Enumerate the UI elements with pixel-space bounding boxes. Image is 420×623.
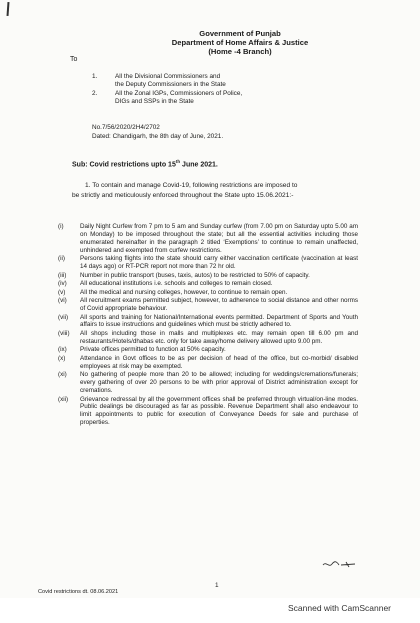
addressee-number: 1. <box>92 73 98 80</box>
list-item: (x) Attendance in Govt offices to be as per decision of head of the office, but co-morbid/ disabled employees at risk may be exempted. <box>58 354 358 370</box>
branch-heading: (Home -4 Branch) <box>208 47 272 56</box>
list-item: (v) All the medical and nursing colleges, however, to continue to remain open. <box>58 288 288 296</box>
addressee-line: All the Zonal IGPs, Commissioners of Police, <box>115 90 243 97</box>
restrictions-list <box>58 223 358 428</box>
list-item: (ix) Private offices permitted to function at 50% capacity. <box>58 346 226 354</box>
file-footer: Covid restrictions dt. 08.06.2021 <box>38 589 119 595</box>
dated-line: Dated: Chandigarh, the 8th day of June, 2021. <box>92 133 224 140</box>
department-heading: Department of Home Affairs & Justice <box>171 38 309 47</box>
list-item: (i) Daily Night Curfew from 7 pm to 5 am and Sunday curfew (from 7.00 pm on Saturday upto 5.00 am on Monday) to be imposed throughout the state; but all the essential activities including those enumerated hereinafter in the paragraph 2 titled ‘Exemptions’ to continue to remain unaffected, unhindered and exempted from curfew restrictions. <box>58 223 358 254</box>
addressee-number: 2. <box>92 90 98 97</box>
list-item: (viii) All shops including those in malls and multiplexes etc. may remain open till 6.00 pm and restaurants/Hotels/dhabas etc. only for take away/home delivery allowed upto 9.00 pm. <box>58 329 358 345</box>
list-item: (iii) Number in public transport (buses, taxis, autos) to be restricted to 50% of capacity. <box>58 271 310 279</box>
reference-number: No.7/56/2020/2H4/2702 <box>92 124 160 131</box>
para1-line: be strictly and meticulously enforced throughout the State upto 15.06.2021:- <box>72 192 294 199</box>
scanner-watermark: Scanned with CamScanner <box>288 603 392 613</box>
addressee-line: DIGs and SSPs in the State <box>115 98 194 105</box>
list-item: (xi) No gathering of people more than 20 to be allowed; including for weddings/cremations/funerals; every gathering of over 20 persons to be with prior approval of District administration except for cremations. <box>58 371 358 395</box>
page-number: 1 <box>215 582 219 589</box>
list-item: (vii) All sports and training for National/International events permitted. Department of Sports and Youth affairs to issue instructions and guidelines which must be strictly adhered to. <box>58 313 358 329</box>
list-item: (xii) Grievance redressal by all the government offices shall be preferred through virtual/on-line modes. Public dealings be discouraged as far as possible. Revenue Department shall also endeavour to limit appointments to public for execution of Conveyance Deeds for sale and purchase of properties. <box>58 395 358 427</box>
signature-scribble <box>322 559 356 569</box>
to-label: To <box>70 56 78 63</box>
addressee-line: All the Divisional Commissioners and <box>115 73 221 80</box>
list-item: (ii) Persons taking flights into the state should carry either vaccination certificate (vaccination at least 14 days ago) or RT-PCR report not more than 72 hr old. <box>58 255 358 271</box>
list-item: (vi) All recruitment exams permitted subject, however, to adherence to social distance and other norms of Covid appropriate behaviour. <box>58 297 358 313</box>
subject-line: Sub: Covid restrictions upto 15th June 2021. <box>72 159 218 169</box>
list-item: (iv) All educational institutions i.e. schools and colleges to remain closed. <box>58 280 273 288</box>
addressee-line: the Deputy Commissioners in the State <box>115 81 226 88</box>
government-heading: Government of Punjab <box>199 29 281 38</box>
para1-line: 1. To contain and manage Covid-19, following restrictions are imposed to <box>85 182 298 189</box>
